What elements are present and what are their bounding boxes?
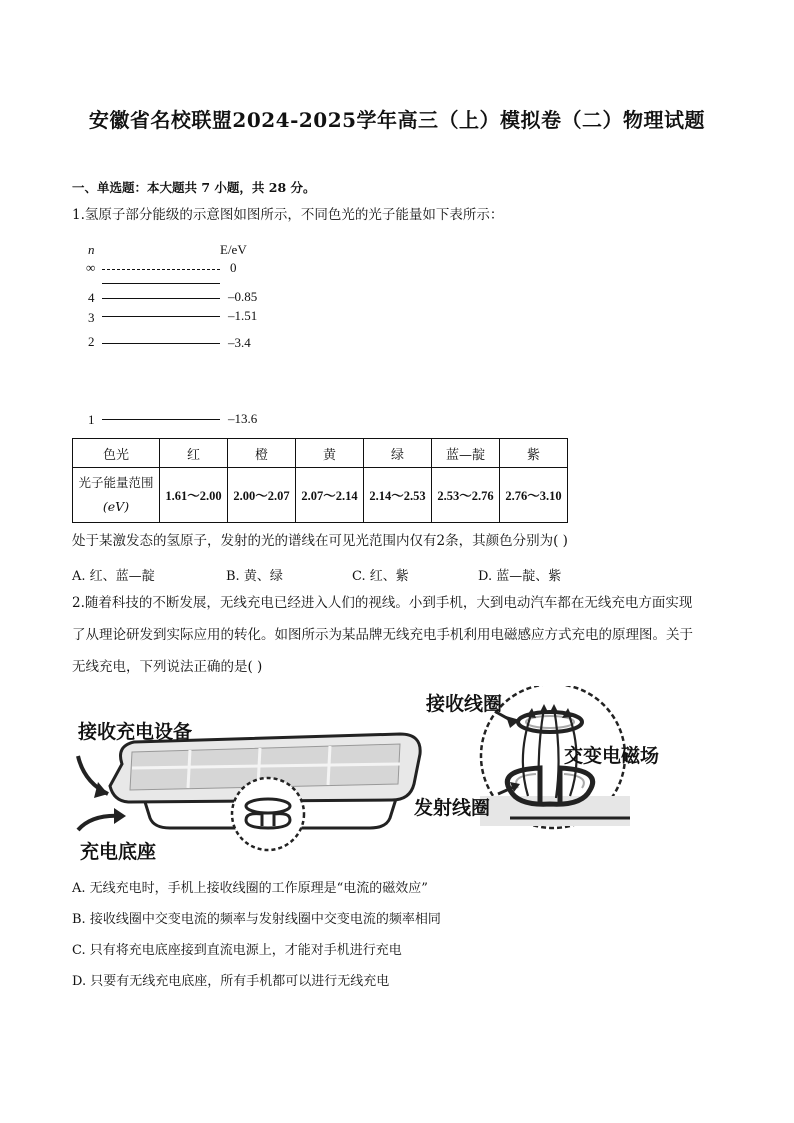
photon-energy-table bbox=[72, 438, 568, 523]
n-axis-label: n bbox=[88, 242, 95, 257]
table-row-label bbox=[73, 468, 160, 523]
q1-option-d[interactable]: D. 蓝—靛、紫 bbox=[478, 569, 562, 584]
q2-stem-line-3: 无线充电，下列说法正确的是( ) bbox=[72, 659, 263, 675]
q2-option-b[interactable]: B. 接收线圈中交变电流的频率与发射线圈中交变电流的频率相同 bbox=[72, 912, 441, 927]
q2-stem-line-2: 了从理论研发到实际应用的转化。如图所示为某品牌无线充电手机利用电磁感应方式充电的原理图。关于 bbox=[72, 627, 693, 643]
level-line-4 bbox=[102, 298, 220, 299]
arrow-to-phone bbox=[78, 756, 108, 794]
level-n-3: 3 bbox=[88, 310, 95, 325]
level-line-3 bbox=[102, 316, 220, 317]
q2-option-c[interactable]: C. 只有将充电底座接到直流电源上，才能对手机进行充电 bbox=[72, 943, 402, 958]
row-label-line2: (eV) bbox=[102, 499, 130, 514]
table-header-cell: 橙 bbox=[228, 439, 296, 468]
table-header-row bbox=[73, 439, 568, 468]
wireless-charging-figure bbox=[70, 686, 670, 864]
level-n-4: 4 bbox=[88, 290, 95, 305]
table-header-cell: 红 bbox=[160, 439, 228, 468]
q1-option-b[interactable]: B. 黄、绿 bbox=[226, 569, 283, 584]
table-header-cell: 蓝—靛 bbox=[432, 439, 500, 468]
q1-question: 处于某激发态的氢原子，发射的光的谱线在可见光范围内仅有2条，其颜色分别为( ) bbox=[72, 533, 568, 549]
table-cell: 2.14～2.53 bbox=[364, 468, 432, 523]
table-header-cell: 紫 bbox=[500, 439, 568, 468]
label-receiver-device: 接收充电设备 bbox=[78, 721, 193, 743]
label-receiver-coil: 接收线圈 bbox=[426, 693, 503, 715]
q2-option-d[interactable]: D. 只要有无线充电底座，所有手机都可以进行无线充电 bbox=[72, 974, 390, 989]
level-line-2 bbox=[102, 343, 220, 344]
page-title: 安徽省名校联盟2024-2025学年高三（上）模拟卷（二）物理试题 bbox=[88, 108, 706, 132]
table-cell: 2.53～2.76 bbox=[432, 468, 500, 523]
table-header-cell: 黄 bbox=[296, 439, 364, 468]
level-n-1: 1 bbox=[88, 412, 95, 427]
table-row bbox=[73, 468, 568, 523]
level-n-inf: ∞ bbox=[86, 260, 96, 275]
table-cell: 2.76～3.10 bbox=[500, 468, 568, 523]
level-e-4: –0.85 bbox=[228, 289, 258, 304]
table-cell: 2.00～2.07 bbox=[228, 468, 296, 523]
q2-stem-line-1: 2.随着科技的不断发展，无线充电已经进入人们的视线。小到手机，大到电动汽车都在无线充电方面实现 bbox=[72, 595, 693, 611]
label-transmit-coil: 发射线圈 bbox=[414, 797, 491, 819]
label-alt-field: 交变电磁场 bbox=[564, 745, 660, 767]
level-e-1: –13.6 bbox=[228, 411, 258, 426]
table-cell: 2.07～2.14 bbox=[296, 468, 364, 523]
arrow-to-base-head bbox=[114, 808, 126, 824]
label-charging-base: 充电底座 bbox=[80, 841, 157, 863]
row-label-line1: 光子能量范围 bbox=[78, 475, 154, 490]
level-n-2: 2 bbox=[88, 334, 95, 349]
level-e-inf: 0 bbox=[230, 260, 237, 275]
table-header-cell: 色光 bbox=[73, 439, 160, 468]
q1-stem: 1.氢原子部分能级的示意图如图所示，不同色光的光子能量如下表所示： bbox=[72, 207, 504, 223]
energy-axis-label: E/eV bbox=[220, 242, 247, 257]
energy-level-diagram bbox=[80, 240, 340, 435]
q1-option-c[interactable]: C. 红、紫 bbox=[352, 569, 409, 584]
table-header-cell: 绿 bbox=[364, 439, 432, 468]
table-cell: 1.61～2.00 bbox=[160, 468, 228, 523]
q2-option-a[interactable]: A. 无线充电时，手机上接收线圈的工作原理是“电流的磁效应” bbox=[72, 881, 428, 896]
level-line-inf bbox=[102, 269, 220, 270]
level-line-near-inf bbox=[102, 283, 220, 284]
section-heading: 一、单选题：本大题共 7 小题，共 28 分。 bbox=[72, 180, 316, 195]
level-e-3: –1.51 bbox=[228, 308, 258, 323]
base-plate bbox=[480, 796, 630, 826]
level-e-2: –3.4 bbox=[228, 335, 251, 350]
level-line-1 bbox=[102, 419, 220, 420]
q1-option-a[interactable]: A. 红、蓝—靛 bbox=[72, 569, 155, 584]
